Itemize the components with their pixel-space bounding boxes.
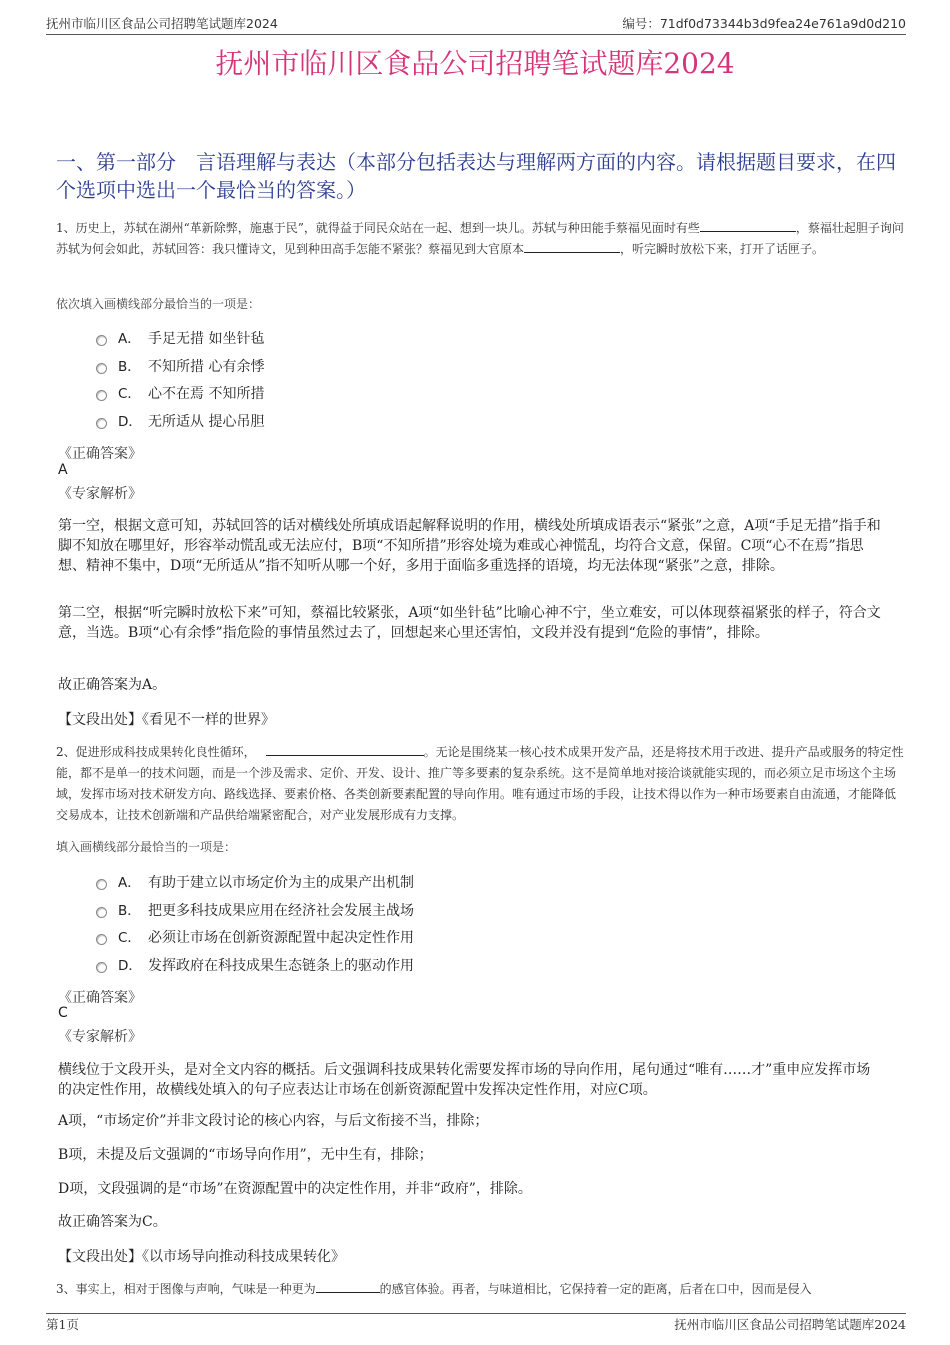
analysis-conclusion: 故正确答案为A。: [58, 677, 167, 693]
radio-button[interactable]: [96, 335, 107, 346]
source-citation: 【文段出处】《看见不一样的世界》: [58, 712, 275, 728]
blank-line: [524, 240, 620, 253]
analysis-paragraph: B项，未提及后文强调的“市场导向作用”，无中生有，排除；: [58, 1147, 433, 1163]
radio-button[interactable]: [96, 879, 107, 890]
answer-label: 《正确答案》: [58, 446, 142, 462]
analysis-paragraph: 横线位于文段开头，是对全文内容的概括。后文强调科技成果转化需要发挥市场的导向作用，尾句通过“唯有……才”重申应发挥市场的决定性作用，故横线处填入的句子应表达让市场在创新资源配置中发挥决定性作用，对应C项。: [58, 1062, 871, 1098]
radio-button[interactable]: [96, 363, 107, 374]
analysis-paragraph: 第二空，根据“听完瞬时放松下来”可知，蔡福比较紧张，A项“如坐针毡”比喻心神不宁，坐立难安，可以体现蔡福紧张的样子，符合文意，当选。B项“心有余悸”指危险的事情虽然过去了，回想起来心里还害怕，文段并没有提到“危险的事情”，排除。: [58, 605, 881, 641]
answer-label: 《正确答案》: [58, 990, 142, 1006]
radio-button[interactable]: [96, 390, 107, 401]
analysis-conclusion: 故正确答案为C。: [58, 1214, 167, 1230]
analysis-paragraph: A项，“市场定价”并非文段讨论的核心内容，与后文衔接不当，排除；: [58, 1113, 489, 1129]
header-doc-id: 编号：71df0d73344b3d9fea24e761a9d0d210: [622, 16, 906, 31]
section-heading: 一、第一部分 言语理解与表达（本部分包括表达与理解两方面的内容。请根据题目要求，在四个选项中选出一个最恰当的答案。）: [56, 150, 896, 202]
footer-doc-title: 抚州市临川区食品公司招聘笔试题库2024: [674, 1317, 906, 1332]
question-1-prompt: 依次填入画横线部分最恰当的一项是：: [56, 297, 261, 311]
header-doc-title: 抚州市临川区食品公司招聘笔试题库2024: [46, 16, 278, 31]
question-2-prompt: 填入画横线部分最恰当的一项是：: [56, 840, 237, 854]
blank-line: [266, 743, 424, 756]
question-3-text: 3、事实上，相对于图像与声响，气味是一种更为 的感官体验。再者，与味道相比，它保持着一定的距离，后者在口中，因而是侵入: [56, 1282, 812, 1296]
analysis-label: 《专家解析》: [58, 486, 142, 502]
radio-button[interactable]: [96, 907, 107, 918]
blank-line: [700, 219, 796, 232]
blank-line: [316, 1280, 380, 1293]
footer-divider: [46, 1313, 906, 1314]
document-title: 抚州市临川区食品公司招聘笔试题库2024: [215, 47, 735, 80]
answer-value: C: [58, 1005, 68, 1021]
analysis-paragraph: 第一空，根据文意可知，苏轼回答的话对横线处所填成语起解释说明的作用，横线处所填成语表示“紧张”之意，A项“手足无措”指手和脚不知放在哪里好，形容举动慌乱或无法应付，B项“不知所措”形容处境为难或心神慌乱，均符合文意，保留。C项“心不在焉”指思想、精神不集中，D项“无所适从”指不知听从哪一个好，多用于面临多重选择的语境，均无法体现“紧张”之意，排除。: [58, 518, 881, 574]
radio-button[interactable]: [96, 418, 107, 429]
source-citation: 【文段出处】《以市场导向推动科技成果转化》: [58, 1249, 345, 1265]
question-2-text: 2、促进形成科技成果转化良性循环， 。无论是围绕某一核心技术成果开发产品，还是将技术用于改进、提升产品或服务的特定性能，都不是单一的技术问题，而是一个涉及需求、定价、开发、设计、推广等多要素的复杂系统。这不是简单地对接洽谈就能实现的，而必须立足市场这个主场域，发挥市场对技术研发方向、路线选择、要素价格、各类创新要素配置的导向作用。唯有通过市场的手段，让技术得以作为一种市场要素自由流通，才能降低交易成本，让技术创新端和产品供给端紧密配合，对产业发展形成有力支撑。: [56, 745, 904, 822]
analysis-paragraph: D项，文段强调的是“市场”在资源配置中的决定性作用，并非“政府”，排除。: [58, 1181, 532, 1197]
page-number: 第1页: [46, 1317, 79, 1332]
page-header: [46, 14, 906, 34]
analysis-label: 《专家解析》: [58, 1029, 142, 1045]
header-divider: [46, 34, 906, 35]
answer-value: A: [58, 462, 68, 478]
question-1-text: 1、历史上，苏轼在湖州“革新除弊，施惠于民”，就得益于同民众站在一起、想到一块儿。苏轼与种田能手蔡福见面时有些 ，蔡福壮起胆子询问苏轼为何会如此，苏轼回答：我只懂诗文，见到种田高手怎能不紧张？蔡福见到大官原本 ，听完瞬时放松下来，打开了话匣子。: [56, 221, 904, 256]
radio-button[interactable]: [96, 934, 107, 945]
radio-button[interactable]: [96, 962, 107, 973]
